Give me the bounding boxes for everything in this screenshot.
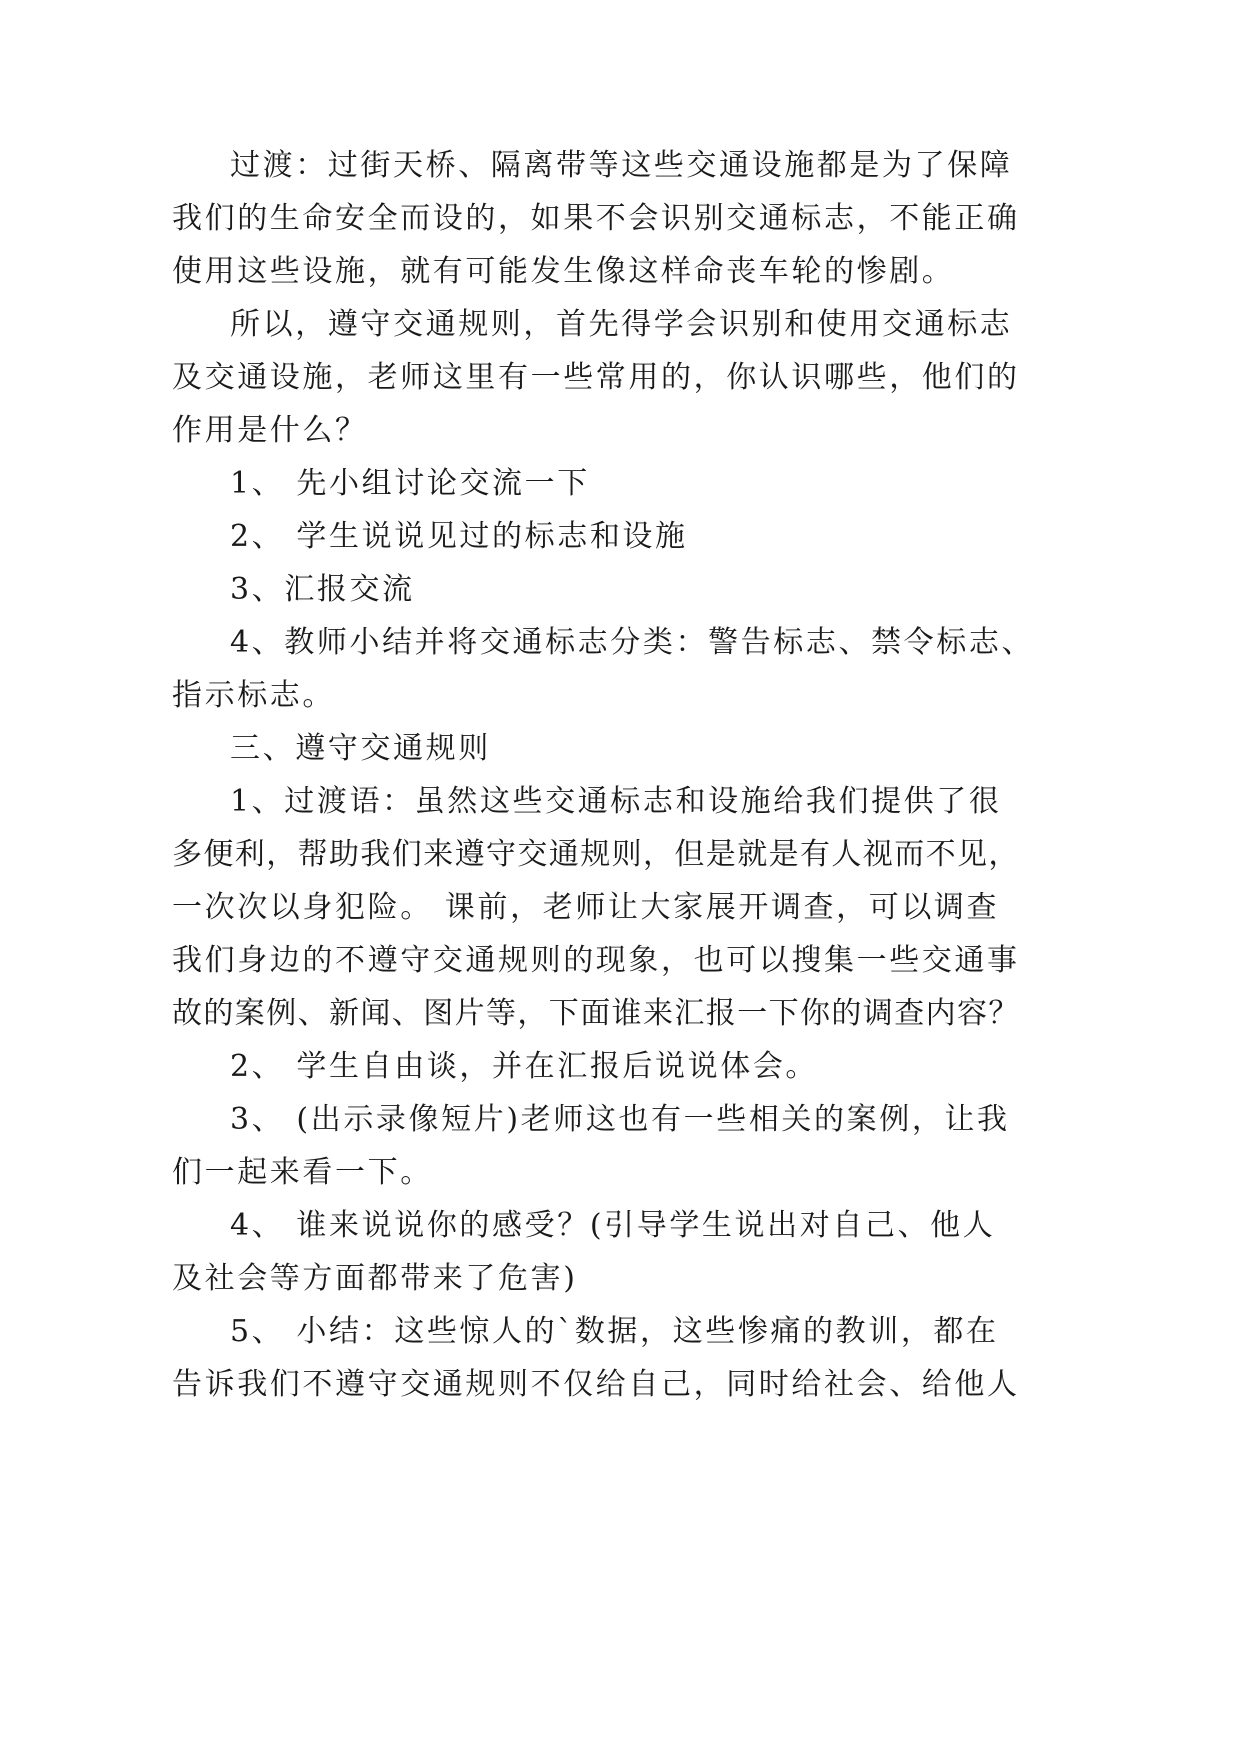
- text-line: 及社会等方面都带来了危害): [172, 1261, 578, 1296]
- list-item: 2、 学生自由谈，并在汇报后说说体会。: [230, 1049, 819, 1084]
- text-line: 指示标志。: [172, 678, 335, 713]
- list-item: 1、 先小组讨论交流一下: [230, 466, 590, 501]
- list-item: 2、 学生说说见过的标志和设施: [230, 519, 688, 554]
- text-line: 我们的生命安全而设的，如果不会识别交通标志，不能正确: [172, 201, 1020, 236]
- text-line: 使用这些设施，就有可能发生像这样命丧车轮的惨剧。: [172, 254, 955, 289]
- text-line: 及交通设施，老师这里有一些常用的，你认识哪些，他们的: [172, 360, 1020, 395]
- text-line: 多便利，帮助我们来遵守交通规则，但是就是有人视而不见，: [172, 837, 1020, 872]
- text-line: 故的案例、新闻、图片等，下面谁来汇报一下你的调查内容？: [172, 996, 1020, 1031]
- section-heading: 三、遵守交通规则: [230, 731, 491, 766]
- text-line: 过渡：过街天桥、隔离带等这些交通设施都是为了保障: [230, 148, 1013, 183]
- text-line: 们一起来看一下。: [172, 1155, 433, 1190]
- list-item: 1、过渡语：虽然这些交通标志和设施给我们提供了很: [230, 784, 1002, 819]
- list-item: 3、 (出示录像短片)老师这也有一些相关的案例，让我: [230, 1102, 1010, 1137]
- text-line: 我们身边的不遵守交通规则的现象，也可以搜集一些交通事: [172, 943, 1020, 978]
- list-item: 5、 小结：这些惊人的`数据，这些惨痛的教训，都在: [230, 1314, 999, 1349]
- list-item: 3、汇报交流: [230, 572, 415, 607]
- list-item: 4、 谁来说说你的感受？(引导学生说出对自己、他人: [230, 1208, 996, 1243]
- text-line: 所以，遵守交通规则，首先得学会识别和使用交通标志: [230, 307, 1013, 342]
- list-item: 4、教师小结并将交通标志分类：警告标志、禁令标志、: [230, 625, 1035, 660]
- text-line: 告诉我们不遵守交通规则不仅给自己，同时给社会、给他人: [172, 1367, 1020, 1402]
- text-line: 一次次以身犯险。 课前，老师让大家展开调查，可以调查: [172, 890, 1000, 925]
- text-line: 作用是什么？: [172, 413, 368, 448]
